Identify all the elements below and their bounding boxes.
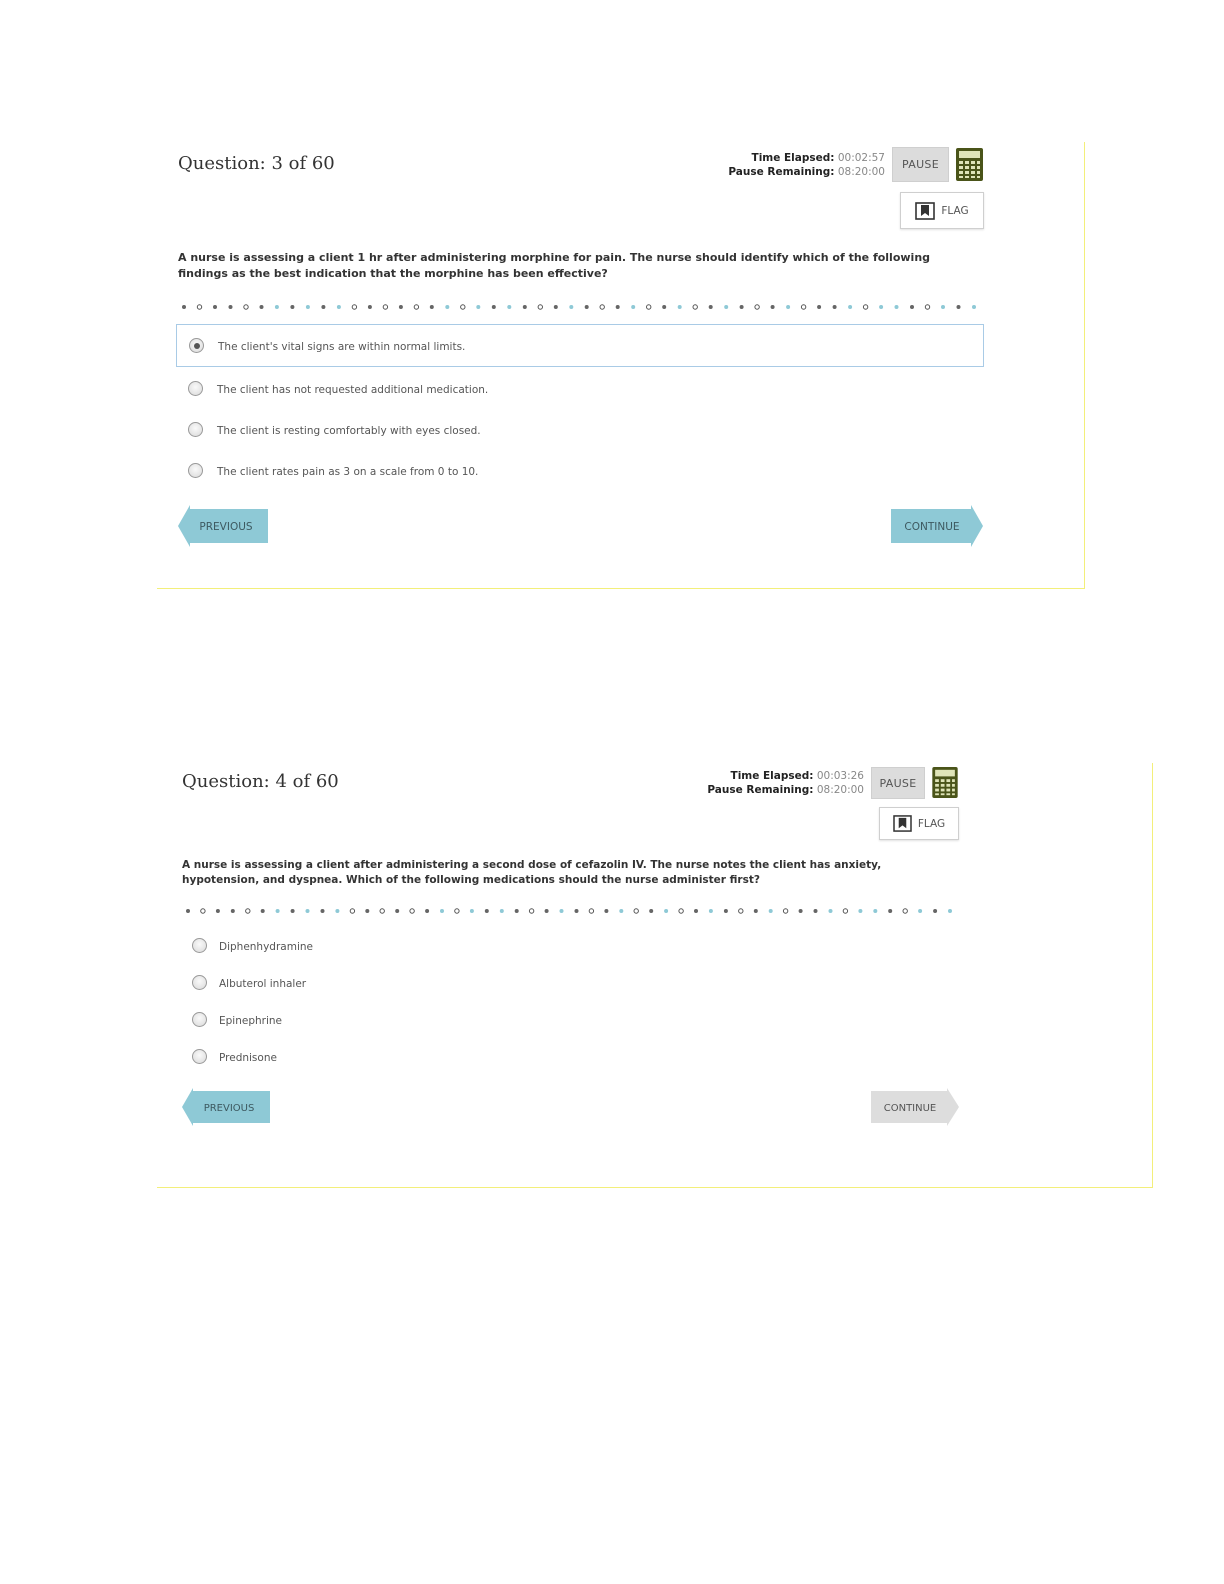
progress-dot <box>589 909 593 913</box>
progress-dot <box>260 305 264 309</box>
progress-dot <box>858 909 862 913</box>
progress-dot <box>291 909 295 913</box>
progress-dot <box>740 305 744 309</box>
answer-option[interactable] <box>184 1043 584 1069</box>
progress-dot <box>321 909 325 913</box>
progress-dot <box>430 305 434 309</box>
progress-dot <box>306 909 310 913</box>
pause-button[interactable]: PAUSE <box>892 147 949 182</box>
progress-dot <box>631 305 635 309</box>
flag-label: FLAG <box>917 817 946 830</box>
progress-dot <box>425 909 429 913</box>
pause-remaining: Pause Remaining: 08:20:00 <box>728 166 885 178</box>
progress-dot <box>925 305 929 309</box>
question-text: A nurse is assessing a client 1 hr after administering morphine for pain. The nurse should identify which of the following findings as the best indication that the morphine has been effective? <box>178 251 931 280</box>
pause-button[interactable]: PAUSE <box>871 767 925 799</box>
progress-dot <box>350 909 354 913</box>
progress-dot <box>335 909 339 913</box>
progress-dot <box>321 305 325 309</box>
progress-dot <box>843 909 847 913</box>
time-elapsed: Time Elapsed: 00:02:57 <box>751 152 885 164</box>
progress-dot <box>941 305 945 309</box>
question-title: Question: 4 of 60 <box>182 771 339 792</box>
progress-dot <box>910 305 914 309</box>
progress-dot <box>455 909 459 913</box>
progress-dot <box>829 909 833 913</box>
progress-dot <box>585 305 589 309</box>
progress-dots <box>184 906 956 916</box>
progress-dot <box>755 305 759 309</box>
progress-dot <box>229 305 233 309</box>
pause-remaining: Pause Remaining: 08:20:00 <box>707 784 864 796</box>
answer-option[interactable] <box>176 324 984 367</box>
radio-button[interactable] <box>189 338 204 353</box>
progress-dot <box>879 305 883 309</box>
progress-dot <box>244 305 248 309</box>
progress-dot <box>306 305 310 309</box>
radio-button[interactable] <box>192 1012 207 1027</box>
progress-dot <box>492 305 496 309</box>
panel-border-right <box>1152 763 1153 1188</box>
progress-dot <box>461 305 465 309</box>
progress-dot <box>529 909 533 913</box>
progress-dots <box>180 302 980 312</box>
progress-dot <box>957 305 961 309</box>
progress-dot <box>848 305 852 309</box>
progress-dot <box>182 305 186 309</box>
progress-dot <box>410 909 414 913</box>
progress-dot <box>647 305 651 309</box>
radio-button[interactable] <box>188 422 203 437</box>
radio-button[interactable] <box>192 1049 207 1064</box>
progress-dot <box>972 305 976 309</box>
progress-dot <box>523 305 527 309</box>
progress-dot <box>500 909 504 913</box>
progress-dot <box>801 305 805 309</box>
progress-dot <box>903 909 907 913</box>
panel-border-bottom <box>157 1187 1153 1188</box>
progress-dot <box>814 909 818 913</box>
progress-dot <box>470 909 474 913</box>
progress-dot <box>380 909 384 913</box>
progress-dot <box>918 909 922 913</box>
option-label: Prednisone <box>219 1052 277 1064</box>
previous-button[interactable] <box>178 505 270 547</box>
progress-dot <box>261 909 265 913</box>
progress-dot <box>694 909 698 913</box>
progress-dot <box>352 305 356 309</box>
radio-button[interactable] <box>192 975 207 990</box>
continue-button[interactable] <box>891 505 983 547</box>
continue-button[interactable] <box>871 1088 959 1126</box>
progress-dot <box>186 909 190 913</box>
progress-dot <box>201 909 205 913</box>
progress-dot <box>948 909 952 913</box>
flag-button[interactable] <box>879 807 959 840</box>
progress-dot <box>693 305 697 309</box>
progress-dot <box>445 305 449 309</box>
progress-dot <box>709 305 713 309</box>
option-label: The client's vital signs are within normal limits. <box>218 340 466 353</box>
option-label: Diphenhydramine <box>219 941 313 953</box>
continue-label: CONTINUE <box>883 1103 937 1114</box>
progress-dot <box>799 909 803 913</box>
progress-dot <box>649 909 653 913</box>
previous-button[interactable] <box>182 1088 272 1126</box>
question-title: Question: 3 of 60 <box>178 153 335 174</box>
progress-dot <box>817 305 821 309</box>
progress-dot <box>895 305 899 309</box>
answer-option[interactable] <box>176 374 984 402</box>
answer-option[interactable] <box>184 1006 584 1032</box>
progress-dot <box>368 305 372 309</box>
progress-dot <box>290 305 294 309</box>
calculator-icon[interactable] <box>956 148 983 181</box>
progress-dot <box>575 909 579 913</box>
progress-dot <box>538 305 542 309</box>
progress-dot <box>246 909 250 913</box>
progress-dot <box>771 305 775 309</box>
progress-dot <box>619 909 623 913</box>
progress-dot <box>833 305 837 309</box>
progress-dot <box>476 305 480 309</box>
progress-dot <box>216 909 220 913</box>
bookmark-flag-icon <box>893 815 912 832</box>
progress-dot <box>678 305 682 309</box>
flag-button[interactable] <box>900 192 984 229</box>
time-elapsed: Time Elapsed: 00:03:26 <box>730 770 864 782</box>
continue-label: CONTINUE <box>904 521 960 533</box>
radio-button[interactable] <box>188 381 203 396</box>
progress-dot <box>383 305 387 309</box>
panel-border-bottom <box>157 588 1085 589</box>
progress-dot <box>399 305 403 309</box>
progress-dot <box>515 909 519 913</box>
progress-dot <box>440 909 444 913</box>
answer-option[interactable] <box>184 932 584 958</box>
progress-dot <box>600 305 604 309</box>
answer-option[interactable] <box>184 969 584 995</box>
progress-dot <box>616 305 620 309</box>
progress-dot <box>709 909 713 913</box>
progress-dot <box>275 305 279 309</box>
progress-dot <box>545 909 549 913</box>
progress-dot <box>724 305 728 309</box>
radio-button[interactable] <box>192 938 207 953</box>
progress-dot <box>560 909 564 913</box>
progress-dot <box>554 305 558 309</box>
progress-dot <box>604 909 608 913</box>
flag-label: FLAG <box>941 204 969 217</box>
option-label: The client rates pain as 3 on a scale from 0 to 10. <box>217 466 479 478</box>
progress-dot <box>662 305 666 309</box>
panel-border-right <box>1084 142 1085 589</box>
progress-dot <box>213 305 217 309</box>
progress-dot <box>197 305 201 309</box>
bookmark-flag-icon <box>915 202 935 220</box>
question-text: A nurse is assessing a client after administering a second dose of cefazolin IV. The nurse notes the client has anxiety, hypotension, and dyspnea. Which of the following medications should the nurse administer first? <box>182 859 882 886</box>
option-label: The client is resting comfortably with eyes closed. <box>217 425 481 437</box>
progress-dot <box>783 909 787 913</box>
option-label: Albuterol inhaler <box>219 978 307 990</box>
progress-dot <box>863 305 867 309</box>
progress-dot <box>337 305 341 309</box>
progress-dot <box>786 305 790 309</box>
progress-dot <box>933 909 937 913</box>
progress-dot <box>231 909 235 913</box>
progress-dot <box>276 909 280 913</box>
option-label: Epinephrine <box>219 1015 282 1027</box>
timer-panel <box>700 151 885 179</box>
progress-dot <box>507 305 511 309</box>
timer-panel <box>680 769 864 797</box>
previous-label: PREVIOUS <box>203 1103 255 1114</box>
answer-option[interactable] <box>176 456 984 484</box>
answer-option[interactable] <box>176 415 984 443</box>
calculator-icon[interactable] <box>932 767 958 798</box>
progress-dot <box>365 909 369 913</box>
progress-dot <box>634 909 638 913</box>
progress-dot <box>769 909 773 913</box>
previous-label: PREVIOUS <box>199 521 253 533</box>
progress-dot <box>414 305 418 309</box>
progress-dot <box>739 909 743 913</box>
progress-dot <box>569 305 573 309</box>
progress-dot <box>679 909 683 913</box>
progress-dot <box>873 909 877 913</box>
progress-dot <box>395 909 399 913</box>
progress-dot <box>724 909 728 913</box>
option-label: The client has not requested additional medication. <box>217 384 489 396</box>
progress-dot <box>485 909 489 913</box>
progress-dot <box>664 909 668 913</box>
progress-dot <box>754 909 758 913</box>
progress-dot <box>888 909 892 913</box>
radio-button[interactable] <box>188 463 203 478</box>
